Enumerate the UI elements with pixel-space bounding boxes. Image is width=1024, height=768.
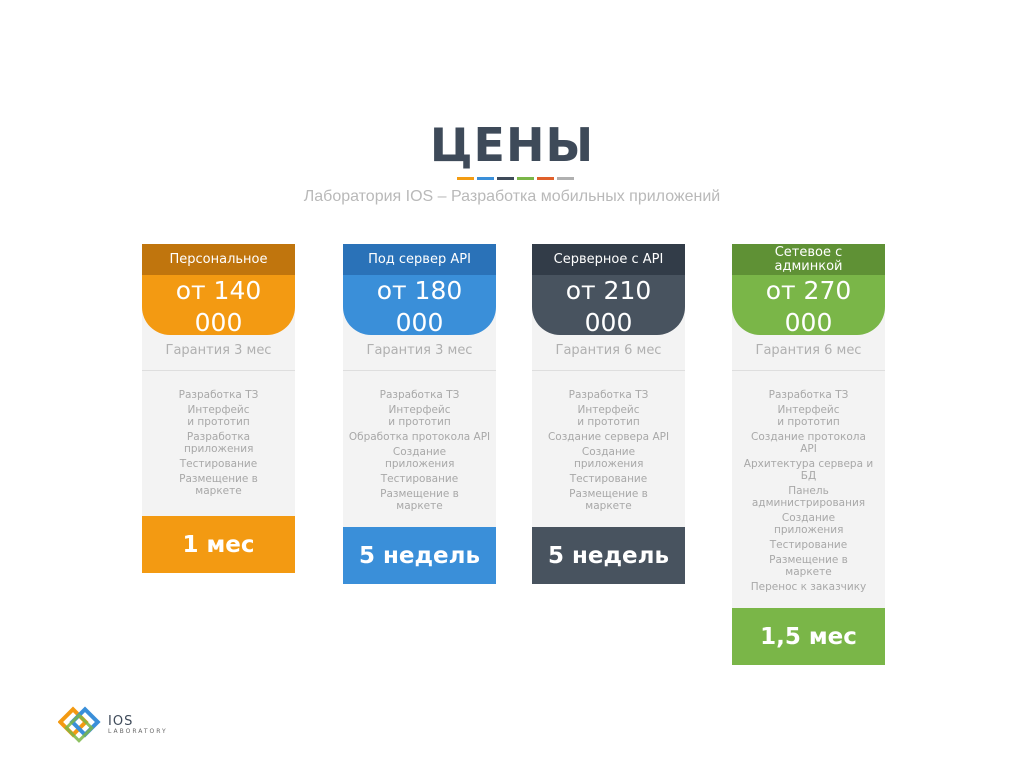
- feature-item: Архитектура сервера и БД: [743, 458, 874, 482]
- page-title: ЦЕНЫ: [429, 118, 595, 172]
- feature-item: Панель администрирования: [751, 485, 866, 509]
- feature-item: Создание приложения: [574, 446, 644, 470]
- feature-item: Размещение в маркете: [569, 488, 648, 512]
- feature-item: Создание протокола API: [751, 431, 866, 455]
- plan-name: Персональное: [142, 244, 295, 276]
- feature-item: Разработка ТЗ: [178, 389, 259, 401]
- feature-list: [142, 371, 295, 516]
- underline-segment: [457, 177, 474, 180]
- underline-segment: [537, 177, 554, 180]
- feature-item: Интерфейс и прототип: [777, 404, 840, 428]
- logo-wordmark: [108, 713, 168, 735]
- feature-item: Перенос к заказчику: [750, 581, 867, 593]
- feature-item: Разработка ТЗ: [568, 389, 649, 401]
- feature-item: Разработка ТЗ: [768, 389, 849, 401]
- feature-item: Разработка ТЗ: [379, 389, 460, 401]
- plan-duration: 5 недель: [343, 527, 496, 584]
- feature-list: [343, 371, 496, 527]
- feature-item: Размещение в маркете: [179, 473, 258, 497]
- feature-item: Интерфейс и прототип: [577, 404, 640, 428]
- feature-item: Тестирование: [380, 473, 459, 485]
- plan-duration: 5 недель: [532, 527, 685, 584]
- plan-name: Сетевое с админкой: [732, 244, 885, 276]
- logo-tagline: LABORATORY: [108, 727, 168, 735]
- plan-price: [142, 275, 295, 335]
- price-line: от 210: [565, 276, 652, 305]
- feature-list: [732, 371, 885, 608]
- plan-name: Серверное с API: [532, 244, 685, 276]
- price-line: 000: [194, 308, 243, 337]
- price-line: от 140: [175, 276, 262, 305]
- plan-card-network-admin: [732, 244, 885, 665]
- price-line: от 180: [376, 276, 463, 305]
- plan-price: [343, 275, 496, 335]
- plan-name: Под сервер API: [343, 244, 496, 276]
- underline-segment: [497, 177, 514, 180]
- feature-item: Тестирование: [179, 458, 258, 470]
- price-line: от 270: [765, 276, 852, 305]
- plan-warranty: Гарантия 6 мес: [532, 331, 685, 371]
- feature-item: Разработка приложения: [184, 431, 254, 455]
- plan-duration: 1 мес: [142, 516, 295, 573]
- underline-segment: [557, 177, 574, 180]
- plan-warranty: Гарантия 3 мес: [343, 331, 496, 371]
- plan-price: [732, 275, 885, 335]
- feature-item: Создание сервера API: [547, 431, 670, 443]
- plan-warranty: Гарантия 6 мес: [732, 331, 885, 371]
- feature-item: Обработка протокола API: [348, 431, 491, 443]
- page-subtitle: Лаборатория IOS – Разработка мобильных приложений: [303, 188, 721, 205]
- company-logo: [58, 706, 168, 744]
- price-line: 000: [784, 308, 833, 337]
- feature-item: Размещение в маркете: [769, 554, 848, 578]
- plan-card-server-api: [532, 244, 685, 584]
- underline-segment: [477, 177, 494, 180]
- plan-card-api-client: [343, 244, 496, 584]
- plan-warranty: Гарантия 3 мес: [142, 331, 295, 371]
- plan-duration: 1,5 мес: [732, 608, 885, 665]
- plan-price: [532, 275, 685, 335]
- feature-list: [532, 371, 685, 527]
- feature-item: Создание приложения: [774, 512, 844, 536]
- feature-item: Интерфейс и прототип: [388, 404, 451, 428]
- feature-item: Создание приложения: [385, 446, 455, 470]
- feature-item: Размещение в маркете: [380, 488, 459, 512]
- underline-segment: [517, 177, 534, 180]
- logo-icon: [58, 706, 104, 744]
- title-underline: [457, 177, 574, 180]
- logo-name: IOS: [108, 713, 134, 729]
- price-line: 000: [395, 308, 444, 337]
- plan-card-personal: [142, 244, 295, 573]
- feature-item: Тестирование: [569, 473, 648, 485]
- price-line: 000: [584, 308, 633, 337]
- feature-item: Интерфейс и прототип: [187, 404, 250, 428]
- feature-item: Тестирование: [769, 539, 848, 551]
